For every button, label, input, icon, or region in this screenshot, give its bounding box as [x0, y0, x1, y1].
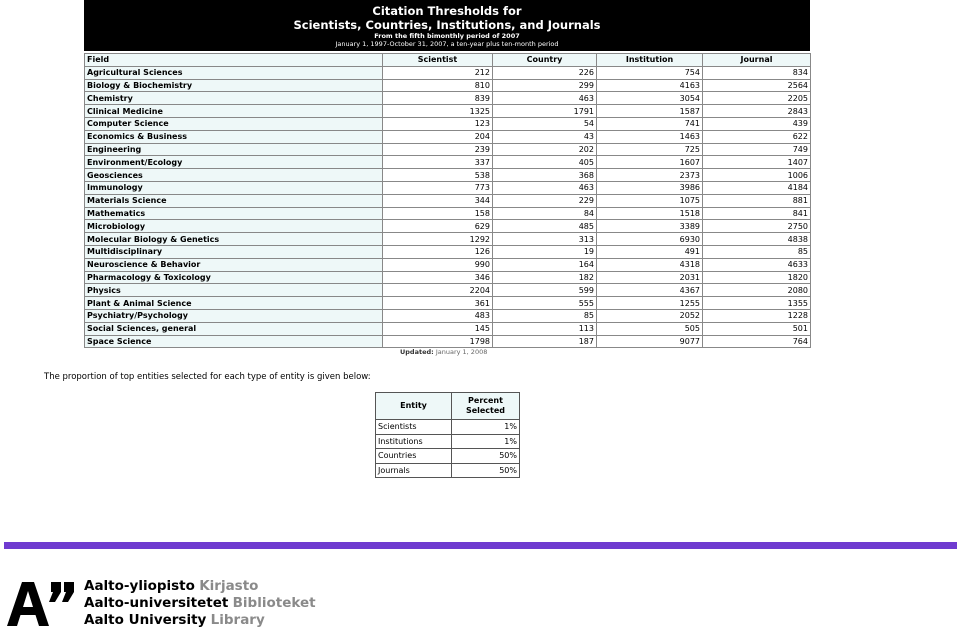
percent-cell: 50% — [452, 463, 520, 478]
scientist-cell: 123 — [383, 117, 493, 130]
journal-cell: 622 — [703, 130, 811, 143]
field-cell: Engineering — [85, 143, 383, 156]
percent-header — [452, 393, 520, 420]
brand-line — [84, 612, 316, 629]
country-cell: 226 — [493, 66, 597, 79]
journal-cell: 4838 — [703, 233, 811, 246]
journal-cell: 881 — [703, 194, 811, 207]
country-cell: 555 — [493, 297, 597, 310]
journal-cell: 1820 — [703, 271, 811, 284]
country-cell: 405 — [493, 156, 597, 169]
column-header-country: Country — [493, 54, 597, 67]
percent-cell: 50% — [452, 449, 520, 464]
proportion-body — [376, 420, 520, 478]
field-cell: Computer Science — [85, 117, 383, 130]
percent-cell: 1% — [452, 434, 520, 449]
table-row — [85, 322, 811, 335]
country-cell: 313 — [493, 233, 597, 246]
country-cell: 84 — [493, 207, 597, 220]
aalto-brand-text — [84, 578, 316, 629]
scientist-cell: 1798 — [383, 335, 493, 348]
institution-cell: 3986 — [597, 181, 703, 194]
scientist-cell: 145 — [383, 322, 493, 335]
field-cell: Social Sciences, general — [85, 322, 383, 335]
scientist-cell: 538 — [383, 169, 493, 182]
scientist-cell: 344 — [383, 194, 493, 207]
table-row — [85, 335, 811, 348]
country-cell: 368 — [493, 169, 597, 182]
journal-cell: 1355 — [703, 297, 811, 310]
field-cell: Agricultural Sciences — [85, 66, 383, 79]
updated-date: January 1, 2008 — [435, 348, 488, 356]
brand-name: Aalto-universitetet — [84, 595, 229, 611]
institution-cell: 505 — [597, 322, 703, 335]
journal-cell: 1006 — [703, 169, 811, 182]
country-cell: 19 — [493, 245, 597, 258]
column-header-field: Field — [85, 54, 383, 67]
percent-header-line-2: Selected — [465, 406, 506, 415]
field-cell: Mathematics — [85, 207, 383, 220]
institution-cell: 4163 — [597, 79, 703, 92]
thresholds-table — [84, 53, 811, 348]
scientist-cell: 839 — [383, 92, 493, 105]
entity-cell: Scientists — [376, 420, 452, 435]
field-cell: Economics & Business — [85, 130, 383, 143]
table-row — [85, 66, 811, 79]
brand-line — [84, 595, 316, 612]
institution-cell: 3389 — [597, 220, 703, 233]
journal-cell: 2564 — [703, 79, 811, 92]
table-row — [85, 245, 811, 258]
table-row — [85, 105, 811, 118]
column-header-institution: Institution — [597, 54, 703, 67]
country-cell: 463 — [493, 92, 597, 105]
field-cell: Immunology — [85, 181, 383, 194]
field-cell: Plant & Animal Science — [85, 297, 383, 310]
country-cell: 463 — [493, 181, 597, 194]
table-body — [85, 66, 811, 348]
country-cell: 299 — [493, 79, 597, 92]
table-header-band — [84, 0, 810, 51]
institution-cell: 1607 — [597, 156, 703, 169]
scientist-cell: 204 — [383, 130, 493, 143]
journal-cell: 1407 — [703, 156, 811, 169]
brand-unit: Library — [210, 612, 265, 628]
journal-cell: 841 — [703, 207, 811, 220]
table-row — [85, 130, 811, 143]
table-row — [85, 79, 811, 92]
scientist-cell: 810 — [383, 79, 493, 92]
page-title — [84, 4, 810, 32]
journal-cell: 4633 — [703, 258, 811, 271]
field-cell: Materials Science — [85, 194, 383, 207]
journal-cell: 2080 — [703, 284, 811, 297]
proportion-row — [376, 463, 520, 478]
table-row — [85, 271, 811, 284]
scientist-cell: 337 — [383, 156, 493, 169]
scientist-cell: 239 — [383, 143, 493, 156]
field-cell: Clinical Medicine — [85, 105, 383, 118]
field-cell: Psychiatry/Psychology — [85, 309, 383, 322]
country-cell: 187 — [493, 335, 597, 348]
entity-cell: Journals — [376, 463, 452, 478]
institution-cell: 6930 — [597, 233, 703, 246]
field-cell: Geosciences — [85, 169, 383, 182]
table-row — [85, 181, 811, 194]
journal-cell: 4184 — [703, 181, 811, 194]
scientist-cell: 483 — [383, 309, 493, 322]
institution-cell: 725 — [597, 143, 703, 156]
institution-cell: 1075 — [597, 194, 703, 207]
entity-header: Entity — [376, 393, 452, 420]
brand-unit: Biblioteket — [232, 595, 316, 611]
proportion-note: The proportion of top entities selected for each type of entity is given below: — [44, 372, 371, 382]
country-cell: 43 — [493, 130, 597, 143]
proportion-table — [375, 392, 520, 478]
proportion-row — [376, 420, 520, 435]
table-row — [85, 169, 811, 182]
field-cell: Physics — [85, 284, 383, 297]
table-row — [85, 92, 811, 105]
brand-name: Aalto-yliopisto — [84, 578, 195, 594]
field-cell: Environment/Ecology — [85, 156, 383, 169]
scientist-cell: 629 — [383, 220, 493, 233]
scientist-cell: 2204 — [383, 284, 493, 297]
table-row — [85, 143, 811, 156]
journal-cell: 764 — [703, 335, 811, 348]
title-line-1: Citation Thresholds for — [372, 4, 522, 18]
country-cell: 1791 — [493, 105, 597, 118]
scientist-cell: 1292 — [383, 233, 493, 246]
institution-cell: 2052 — [597, 309, 703, 322]
table-row — [85, 297, 811, 310]
updated-line — [400, 348, 487, 356]
institution-cell: 9077 — [597, 335, 703, 348]
institution-cell: 1587 — [597, 105, 703, 118]
field-cell: Neuroscience & Behavior — [85, 258, 383, 271]
field-cell: Molecular Biology & Genetics — [85, 233, 383, 246]
table-row — [85, 284, 811, 297]
table-row — [85, 194, 811, 207]
institution-cell: 741 — [597, 117, 703, 130]
field-cell: Chemistry — [85, 92, 383, 105]
subtitle: From the fifth bimonthly period of 2007 — [374, 32, 520, 40]
institution-cell: 3054 — [597, 92, 703, 105]
column-header-journal: Journal — [703, 54, 811, 67]
institution-cell: 1518 — [597, 207, 703, 220]
table-row — [85, 309, 811, 322]
table-row — [85, 220, 811, 233]
country-cell: 229 — [493, 194, 597, 207]
institution-cell: 491 — [597, 245, 703, 258]
field-cell: Biology & Biochemistry — [85, 79, 383, 92]
updated-label: Updated: — [400, 348, 434, 356]
proportion-header-row — [376, 393, 520, 420]
journal-cell: 749 — [703, 143, 811, 156]
journal-cell: 1228 — [703, 309, 811, 322]
journal-cell: 501 — [703, 322, 811, 335]
institution-cell: 4318 — [597, 258, 703, 271]
country-cell: 599 — [493, 284, 597, 297]
percent-cell: 1% — [452, 420, 520, 435]
column-header-scientist: Scientist — [383, 54, 493, 67]
proportion-row — [376, 449, 520, 464]
country-cell: 85 — [493, 309, 597, 322]
journal-cell: 439 — [703, 117, 811, 130]
scientist-cell: 126 — [383, 245, 493, 258]
period-text: January 1, 1997-October 31, 2007, a ten-year plus ten-month period — [335, 40, 559, 48]
aalto-a-logo-icon — [7, 582, 75, 626]
field-cell: Multidisciplinary — [85, 245, 383, 258]
footer-divider — [4, 542, 957, 549]
title-line-2: Scientists, Countries, Institutions, and Journals — [293, 18, 601, 32]
journal-cell: 2843 — [703, 105, 811, 118]
journal-cell: 834 — [703, 66, 811, 79]
scientist-cell: 158 — [383, 207, 493, 220]
brand-unit: Kirjasto — [199, 578, 259, 594]
table-row — [85, 207, 811, 220]
table-row — [85, 117, 811, 130]
scientist-cell: 773 — [383, 181, 493, 194]
institution-cell: 4367 — [597, 284, 703, 297]
table-row — [85, 258, 811, 271]
field-cell: Pharmacology & Toxicology — [85, 271, 383, 284]
country-cell: 113 — [493, 322, 597, 335]
field-cell: Space Science — [85, 335, 383, 348]
table-row — [85, 156, 811, 169]
journal-cell: 85 — [703, 245, 811, 258]
percent-header-line-1: Percent — [468, 396, 503, 405]
country-cell: 164 — [493, 258, 597, 271]
proportion-row — [376, 434, 520, 449]
scientist-cell: 212 — [383, 66, 493, 79]
brand-name: Aalto University — [84, 612, 207, 628]
country-cell: 54 — [493, 117, 597, 130]
institution-cell: 1255 — [597, 297, 703, 310]
field-cell: Microbiology — [85, 220, 383, 233]
scientist-cell: 990 — [383, 258, 493, 271]
citation-thresholds-panel — [84, 0, 810, 361]
table-header-row — [85, 54, 811, 67]
country-cell: 202 — [493, 143, 597, 156]
scientist-cell: 1325 — [383, 105, 493, 118]
scientist-cell: 361 — [383, 297, 493, 310]
entity-cell: Countries — [376, 449, 452, 464]
institution-cell: 2031 — [597, 271, 703, 284]
scientist-cell: 346 — [383, 271, 493, 284]
institution-cell: 754 — [597, 66, 703, 79]
table-row — [85, 233, 811, 246]
brand-line — [84, 578, 316, 595]
institution-cell: 2373 — [597, 169, 703, 182]
country-cell: 182 — [493, 271, 597, 284]
country-cell: 485 — [493, 220, 597, 233]
entity-cell: Institutions — [376, 434, 452, 449]
journal-cell: 2205 — [703, 92, 811, 105]
journal-cell: 2750 — [703, 220, 811, 233]
institution-cell: 1463 — [597, 130, 703, 143]
